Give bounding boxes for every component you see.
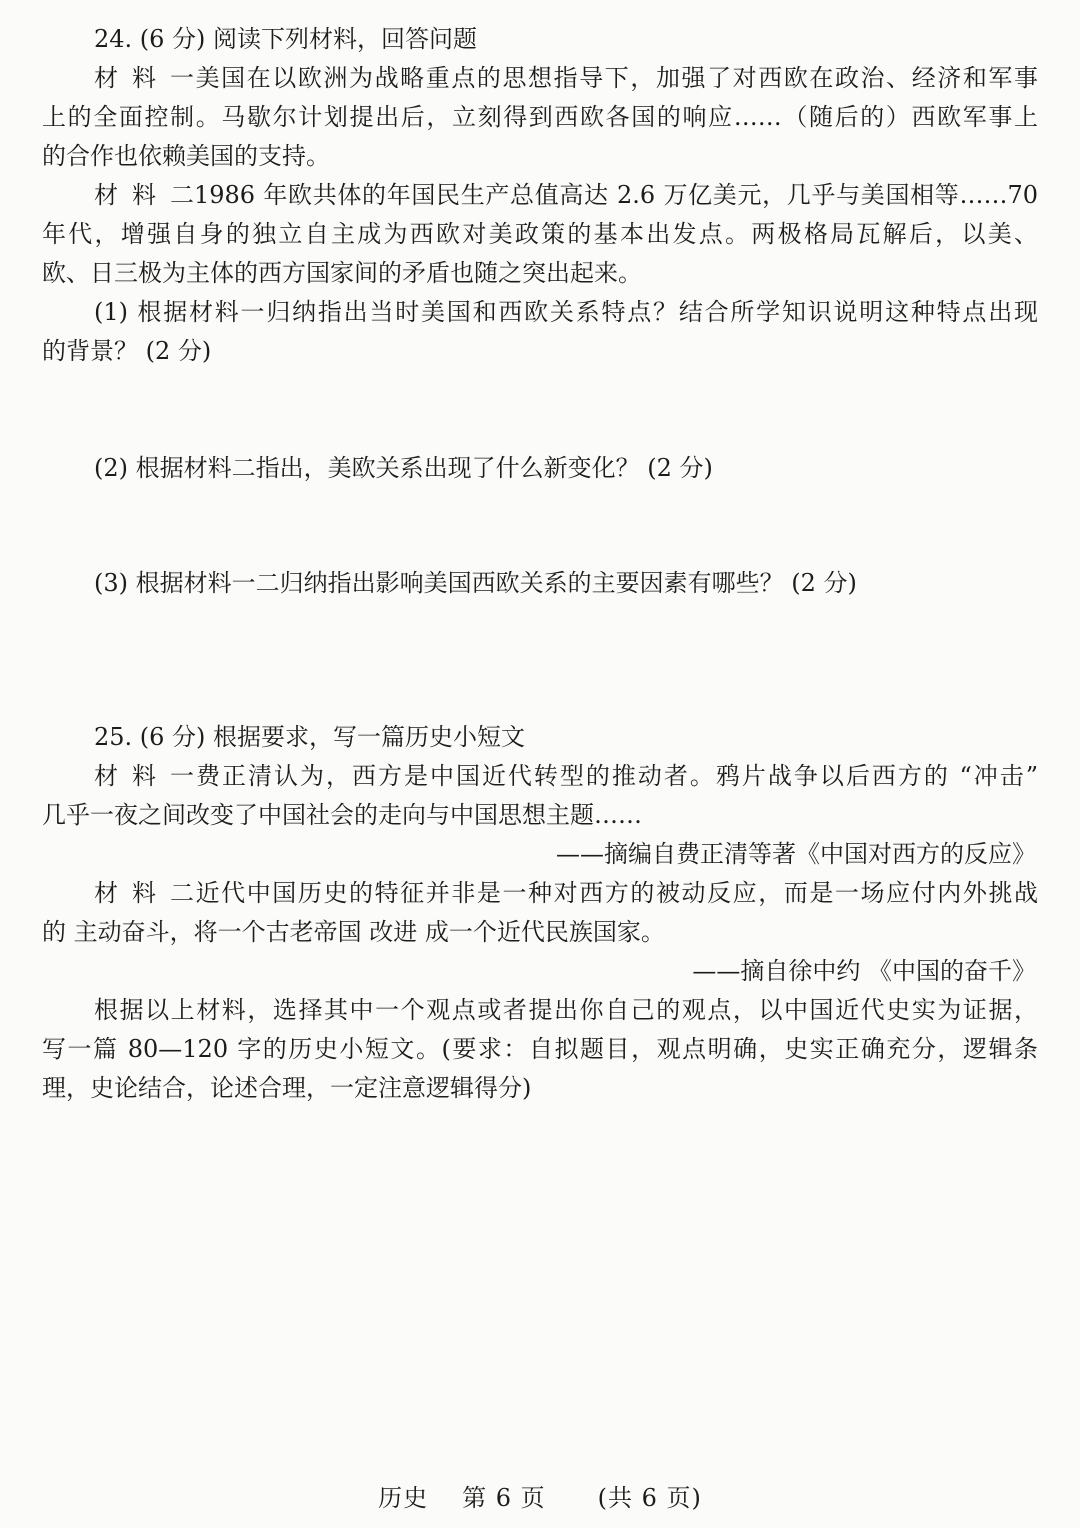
q25-material-2-label: 材料二 [94, 879, 194, 907]
q24-material-1-line-1: 材料一美国在以欧洲为战略重点的思想指导下，加强了对西欧在政治、经济和军事 [94, 64, 1038, 92]
q24-material-2-line-1: 材料二1986 年欧共体的年国民生产总值高达 2.6 万亿美元，几乎与美国相等……70 [94, 181, 1038, 209]
q25-heading: 25. (6 分) 根据要求，写一篇历史小短文 [94, 723, 526, 751]
q25-material-1-line-2: 几乎一夜之间改变了中国社会的走向与中国思想主题…… [42, 801, 642, 829]
q24-subquestion-1-line-1: (1) 根据材料一归纳指出当时美国和西欧关系特点？结合所学知识说明这种特点出现 [94, 298, 1038, 326]
q24-heading: 24. (6 分) 阅读下列材料，回答问题 [94, 25, 478, 53]
q25-material-2-line-1: 材料二近代中国历史的特征并非是一种对西方的被动反应，而是一场应付内外挑战 [94, 879, 1038, 907]
q24-subquestion-2: (2) 根据材料二指出，美欧关系出现了什么新变化？ (2 分) [94, 454, 713, 482]
footer-subject: 历史 [378, 1484, 429, 1512]
q25-material-2-line-2: 的 主动奋斗，将一个古老帝国 改进 成一个近代民族国家。 [42, 918, 665, 946]
q24-material-1-label: 材料一 [94, 64, 194, 92]
q25-requirement-line-1: 根据以上材料，选择其中一个观点或者提出你自己的观点，以中国近代史实为证据， [94, 996, 1038, 1024]
q25-material-1-source: ——摘编自费正清等著《中国对西方的反应》 [556, 840, 1036, 868]
q24-material-1-line-2: 上的全面控制。马歇尔计划提出后，立刻得到西欧各国的响应……（随后的）西欧军事上 [42, 103, 1038, 131]
q25-material-1-line-1: 材料一费正清认为，西方是中国近代转型的推动者。鸦片战争以后西方的 “冲击” [94, 762, 1038, 790]
page-footer [0, 1478, 1080, 1513]
footer-page-number: 第 6 页 [462, 1484, 546, 1512]
q25-requirement-line-2: 写一篇 80—120 字的历史小短文。(要求：自拟题目，观点明确，史实正确充分，逻辑条 [42, 1035, 1038, 1063]
q24-material-2-label: 材料二 [94, 181, 194, 209]
q24-subquestion-1-line-2: 的背景？ (2 分) [42, 337, 212, 365]
q25-requirement-line-3: 理，史论结合，论述合理，一定注意逻辑得分) [42, 1074, 532, 1102]
q24-material-2-line-3: 欧、日三极为主体的西方国家间的矛盾也随之突出起来。 [42, 259, 642, 287]
q25-material-2-source: ——摘自徐中约 《中国的奋千》 [692, 957, 1036, 985]
q24-subquestion-3: (3) 根据材料一二归纳指出影响美国西欧关系的主要因素有哪些？ (2 分) [94, 569, 857, 597]
q24-material-1-line-3: 的合作也依赖美国的支持。 [42, 142, 330, 170]
q24-material-2-line-2: 年代，增强自身的独立自主成为西欧对美政策的基本出发点。两极格局瓦解后，以美、 [42, 220, 1038, 248]
footer-total-pages: (共 6 页) [597, 1484, 702, 1512]
q25-material-1-label: 材料一 [94, 762, 194, 790]
